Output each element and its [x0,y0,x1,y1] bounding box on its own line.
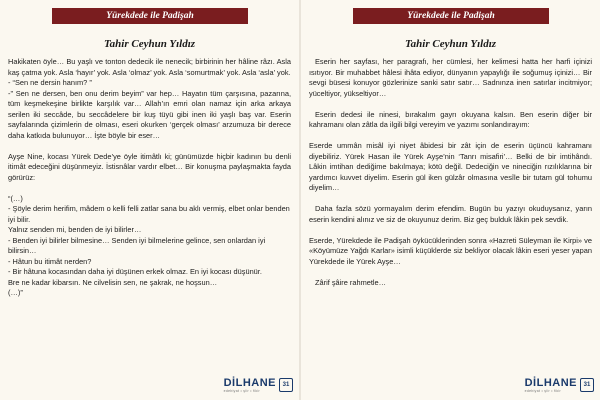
dialogue-line: - “Sen ne dersin hanım? ” [8,78,92,87]
paragraph: Eserin her sayfası, her paragrafı, her cümlesi, her kelimesi hatta her harfi içinizi ısıtıyor. Bir muhabbet hâlesi ihâta ediyor, dünyanın yapaylığı ile soğumuş içinizi… Bir sevgi büsesi konuyor gözlerinize sanki satır satır… Sadnınza inen satırlar incitmiyor; yüceltiyor, yükseltiyor… [309,57,592,98]
paragraph: Eserde ummân misâl iyi niyet âbidesi bir zât için de eserin üçüncü kahramanı diyebiliriz. Yürek Hasan ile Yürek Ayşe’nin ‘Tanrı misafiri’… Belki de bir imtihândı. Lâkin imtihan dediğime bakılmaya; kötü değil. Dedeciğin ve nineciğin rızılıklarına bir yardımcı kuvvet diyelim. Eserin gül iken gülzâr olmasına vesîle bir tutam gül tohumu diyelim… [309,141,592,192]
logo-tagline: edebiyat • şiir • fikir [223,388,260,393]
issue-number-badge: 31 [279,378,293,392]
publisher-logo [525,376,594,394]
dialogue-line: - Benden iyi bilirler bilmesine… Senden iyi bilmelerine gelince, sen onlardan iyi bilirsin… [8,235,266,255]
dialogue-line: - Şöyle derim herifim, mâdem o kelli felli zatlar sana bu aklı vermiş, elbet onlar benden iyi bilir. [8,204,290,224]
header-banner: Yürekdede ile Padişah [353,8,549,24]
left-page [0,0,299,400]
dialogue-line: Bre ne kadar kibarsın. Ne cilvelisin sen, ne şakrak, ne hoşsun… [8,277,218,287]
author-name: Tahir Ceyhun Yıldız [103,38,196,50]
paragraph: Zârif şâire rahmetle… [315,277,387,287]
logo-tagline: edebiyat • şiir • fikir [524,388,561,393]
paragraph: -” Sen ne dersen, ben onu derim beyim” var hep… Hayatın tüm çarşısına, pazarına, tüm keşmekeşine birlikte karşılık var… Allah’ın emri olan namaz için arka arkaya serilen iki seccâde, bu seccâdelere bir kuş tüyü gibi inen iki yaşlı baş var. Eserin sayfalarında çizimlerin de olması, eseri okurken ‘gerçek olması’ arzumuza bir derece daha katkıda bulunuyor… İşte böyle bir eser… [8,88,291,140]
article-body [309,57,592,288]
dialogue-line: “(…) [8,193,23,203]
logo-wordmark: DİLHANE [524,376,577,389]
dialogue-line: (…)” [8,288,23,297]
paragraph: Ayşe Nine, kocası Yürek Dede’ye öyle itimâtlı ki; günümüzde hiçbir kadının bu denli itimât edeceğini düşünmeyiz. İstisnâlar vardır elbet… Bir konuşma paylaşmakta fayda görürüz: [8,151,291,182]
right-page [301,0,600,400]
article-body [8,57,291,299]
author-name: Tahir Ceyhun Yıldız [404,38,497,50]
logo-wordmark: DİLHANE [223,376,276,389]
dialogue-line: - Bir hâtuna kocasından daha iyi düşünen erkek olmaz. En iyi kocası düşünür. [8,267,262,276]
paragraph: Hakikaten öyle… Bu yaşlı ve tonton dedecik ile nenecik; birbirinin her hâline râzı. Asla kaş çatma yok. Asla ‘hayır’ yok. Asla ‘olmaz’ yok. Asla ‘somurtmak’ yok. Asla ‘asla’ yok. [8,57,291,77]
paragraph: Eserin dedesi ile ninesi, bırakalım gayrı okuyana kalsın. Ben eserin diğer bir kahramanı olan zâtla da ilgili bilgi vereyim ve yazımı sonlandırayım: [309,109,592,129]
publisher-logo [224,376,293,394]
issue-number-badge: 31 [580,378,594,392]
paragraph: Eserde, Yürekdede ile Padişah öykücüklerinden sonra «Hazreti Süleyman ile Kirpi» ve «Köyümüze Yağdı Karlar» isimli küçüklerde siz bekliyor olacak lâkin eseri yeser yapan Yürekdede ile Yürek Ayşe… [309,235,592,266]
dialogue-line: - Hâtun bu itimât nerden? [8,256,92,266]
header-banner: Yürekdede ile Padişah [52,8,248,24]
dialogue-line: Yalnız senden mi, benden de iyi bilirler… [8,225,142,234]
paragraph: Daha fazla sözü yormayalım derim efendim. Bugün bu yazıyı okuduysanız, yarın eserin kendini alınız ve siz de okuyunuz derim. Biz geç bulduk lâkin pek sevdik. [309,204,592,224]
